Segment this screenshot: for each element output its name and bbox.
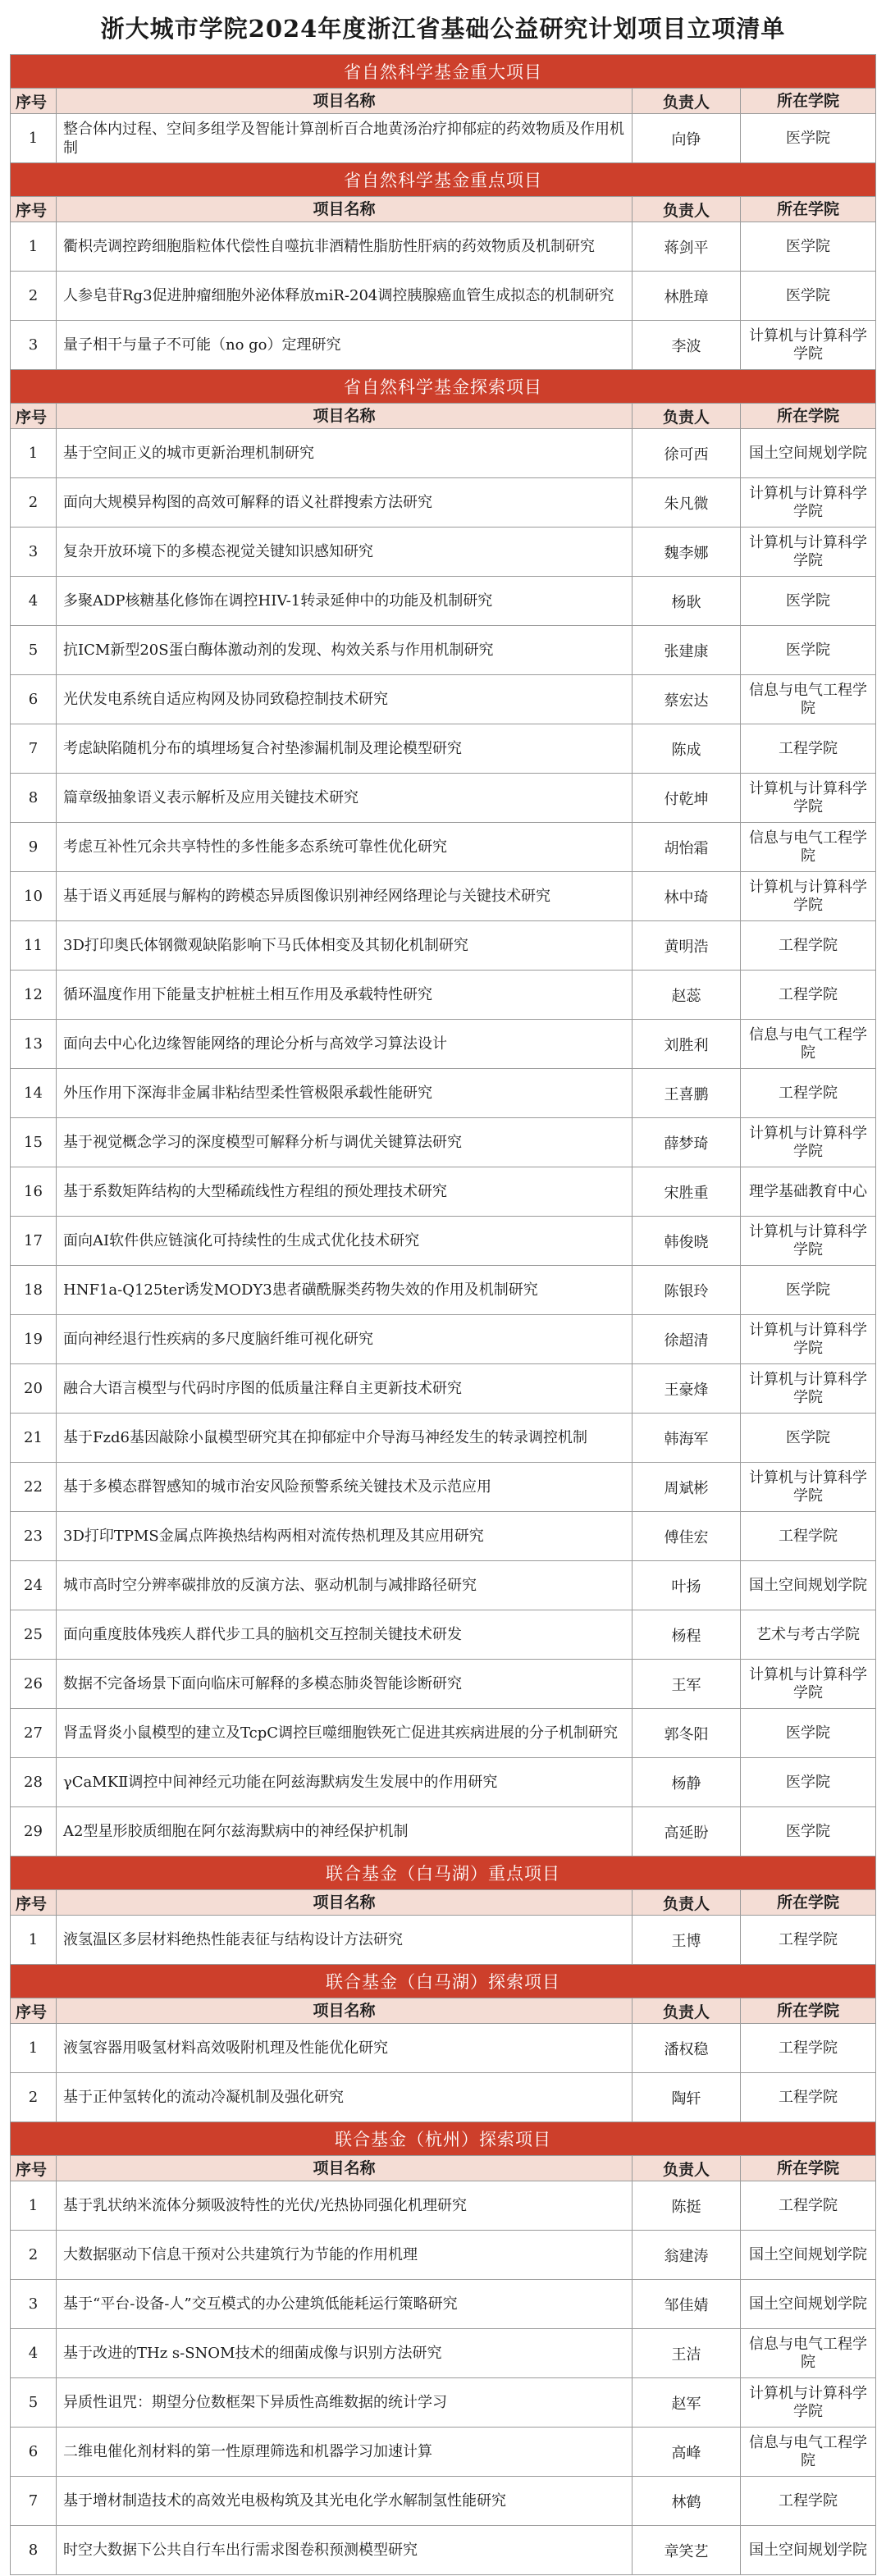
row-no: 5 bbox=[11, 626, 57, 674]
header-leader: 负责人 bbox=[633, 404, 741, 428]
project-college: 信息与电气工程学院 bbox=[749, 2335, 867, 2371]
project-college: 工程学院 bbox=[779, 985, 838, 1003]
project-name: 基于“平台-设备-人”交互模式的办公建筑低能耗运行策略研究 bbox=[57, 2280, 633, 2328]
table-row bbox=[11, 428, 875, 477]
project-name: 基于增材制造技术的高效光电极构筑及其光电化学水解制氢性能研究 bbox=[57, 2477, 633, 2525]
table-row bbox=[11, 1265, 875, 1314]
project-leader: 翁建涛 bbox=[633, 2231, 741, 2279]
row-no: 8 bbox=[11, 774, 57, 822]
table-row bbox=[11, 1068, 875, 1117]
project-name: 面向重度肢体残疾人群代步工具的脑机交互控制关键技术研发 bbox=[57, 1610, 633, 1659]
project-name: 外压作用下深海非金属非粘结型柔性管极限承载性能研究 bbox=[57, 1069, 633, 1117]
row-no: 18 bbox=[11, 1266, 57, 1314]
project-name: 抗ICM新型20S蛋白酶体激动剂的发现、构效关系与作用机制研究 bbox=[57, 626, 633, 674]
row-no: 17 bbox=[11, 1217, 57, 1265]
table-row bbox=[11, 1915, 875, 1964]
header-no: 序号 bbox=[11, 1890, 57, 1915]
table-row bbox=[11, 2279, 875, 2328]
project-leader: 傅佳宏 bbox=[633, 1512, 741, 1560]
header-leader: 负责人 bbox=[633, 197, 741, 222]
project-name: 二维电催化剂材料的第一性原理筛选和机器学习加速计算 bbox=[57, 2428, 633, 2476]
project-college: 计算机与计算科学学院 bbox=[749, 1468, 867, 1505]
project-leader: 宋胜重 bbox=[633, 1167, 741, 1216]
table-row bbox=[11, 1511, 875, 1560]
project-name: 考虑互补性冗余共享特性的多性能多态系统可靠性优化研究 bbox=[57, 823, 633, 871]
project-college: 理学基础教育中心 bbox=[749, 1182, 867, 1200]
row-no: 1 bbox=[11, 222, 57, 271]
row-no: 10 bbox=[11, 872, 57, 920]
project-leader: 李波 bbox=[633, 321, 741, 369]
table-row bbox=[11, 2072, 875, 2122]
row-no: 7 bbox=[11, 724, 57, 773]
project-college: 信息与电气工程学院 bbox=[749, 681, 867, 717]
project-leader: 向铮 bbox=[633, 114, 741, 162]
row-no: 15 bbox=[11, 1118, 57, 1167]
table-row bbox=[11, 222, 875, 271]
table-row bbox=[11, 527, 875, 576]
section-title: 联合基金（白马湖）重点项目 bbox=[11, 1856, 875, 1889]
project-leader: 陈成 bbox=[633, 724, 741, 773]
page-title: 浙大城市学院2024年度浙江省基础公益研究计划项目立项清单 bbox=[100, 14, 786, 43]
table-row bbox=[11, 920, 875, 970]
header-college: 所在学院 bbox=[776, 407, 839, 425]
row-no: 13 bbox=[11, 1020, 57, 1068]
table-header bbox=[11, 403, 875, 428]
project-name: HNF1a-Q125ter诱发MODY3患者磺酰脲类药物失效的作用及机制研究 bbox=[57, 1266, 633, 1314]
row-no: 1 bbox=[11, 429, 57, 477]
project-college: 计算机与计算科学学院 bbox=[749, 1665, 867, 1701]
project-leader: 薛梦琦 bbox=[633, 1118, 741, 1167]
row-no: 3 bbox=[11, 321, 57, 369]
table-row bbox=[11, 2023, 875, 2072]
project-college: 计算机与计算科学学院 bbox=[749, 327, 867, 363]
project-college: 医学院 bbox=[786, 286, 830, 304]
row-no: 23 bbox=[11, 1512, 57, 1560]
row-no: 7 bbox=[11, 2477, 57, 2525]
header-college: 所在学院 bbox=[776, 1893, 839, 1911]
header-name: 项目名称 bbox=[57, 1998, 633, 2023]
table-row bbox=[11, 773, 875, 822]
project-leader: 刘胜利 bbox=[633, 1020, 741, 1068]
project-name: 人参皂苷Rg3促进肿瘤细胞外泌体释放miR-204调控胰腺癌血管生成拟态的机制研究 bbox=[57, 272, 633, 320]
table-row bbox=[11, 477, 875, 527]
row-no: 9 bbox=[11, 823, 57, 871]
project-name: 基于系数矩阵结构的大型稀疏线性方程组的预处理技术研究 bbox=[57, 1167, 633, 1216]
project-college: 医学院 bbox=[786, 1822, 830, 1840]
project-leader: 周斌彬 bbox=[633, 1463, 741, 1511]
header-leader: 负责人 bbox=[633, 89, 741, 113]
table-row bbox=[11, 320, 875, 369]
project-name: 基于空间正义的城市更新治理机制研究 bbox=[57, 429, 633, 477]
table-row bbox=[11, 625, 875, 674]
project-college: 国土空间规划学院 bbox=[749, 444, 867, 462]
row-no: 4 bbox=[11, 577, 57, 625]
project-college: 医学院 bbox=[786, 1724, 830, 1742]
table-row bbox=[11, 2476, 875, 2525]
project-name: 循环温度作用下能量支护桩桩土相互作用及承载特性研究 bbox=[57, 971, 633, 1019]
table-row bbox=[11, 1806, 875, 1856]
project-leader: 邹佳婧 bbox=[633, 2280, 741, 2328]
row-no: 2 bbox=[11, 478, 57, 527]
header-leader: 负责人 bbox=[633, 2156, 741, 2181]
project-leader: 魏李娜 bbox=[633, 528, 741, 576]
project-college: 计算机与计算科学学院 bbox=[749, 779, 867, 815]
table-row bbox=[11, 113, 875, 162]
header-name: 项目名称 bbox=[57, 89, 633, 113]
project-name: 城市高时空分辨率碳排放的反演方法、驱动机制与减排路径研究 bbox=[57, 1561, 633, 1610]
row-no: 8 bbox=[11, 2526, 57, 2574]
row-no: 22 bbox=[11, 1463, 57, 1511]
table-row bbox=[11, 1659, 875, 1708]
row-no: 1 bbox=[11, 1916, 57, 1964]
project-name: 面向大规模异构图的高效可解释的语义社群搜索方法研究 bbox=[57, 478, 633, 527]
project-leader: 杨耿 bbox=[633, 577, 741, 625]
project-college: 医学院 bbox=[786, 1773, 830, 1791]
project-name: 大数据驱动下信息干预对公共建筑行为节能的作用机理 bbox=[57, 2231, 633, 2279]
project-leader: 王豪烽 bbox=[633, 1364, 741, 1413]
row-no: 29 bbox=[11, 1807, 57, 1856]
project-leader: 黄明浩 bbox=[633, 921, 741, 970]
table-header bbox=[11, 1998, 875, 2023]
project-leader: 林鹤 bbox=[633, 2477, 741, 2525]
row-no: 11 bbox=[11, 921, 57, 970]
project-leader: 付乾坤 bbox=[633, 774, 741, 822]
project-leader: 王军 bbox=[633, 1660, 741, 1708]
project-leader: 叶扬 bbox=[633, 1561, 741, 1610]
table-row bbox=[11, 1363, 875, 1413]
row-no: 4 bbox=[11, 2329, 57, 2377]
project-college: 医学院 bbox=[786, 591, 830, 610]
project-leader: 陈银玲 bbox=[633, 1266, 741, 1314]
table-header bbox=[11, 196, 875, 222]
table-row bbox=[11, 1610, 875, 1659]
project-leader: 林中琦 bbox=[633, 872, 741, 920]
project-name: 面向去中心化边缘智能网络的理论分析与高效学习算法设计 bbox=[57, 1020, 633, 1068]
project-college: 工程学院 bbox=[779, 1930, 838, 1948]
table-row bbox=[11, 2377, 875, 2427]
project-name: 基于改进的THz s-SNOM技术的细菌成像与识别方法研究 bbox=[57, 2329, 633, 2377]
header-college: 所在学院 bbox=[776, 200, 839, 218]
project-leader: 徐可西 bbox=[633, 429, 741, 477]
header-name: 项目名称 bbox=[57, 2156, 633, 2181]
header-name: 项目名称 bbox=[57, 404, 633, 428]
table-row bbox=[11, 1167, 875, 1216]
row-no: 28 bbox=[11, 1758, 57, 1806]
row-no: 2 bbox=[11, 272, 57, 320]
table-row bbox=[11, 2181, 875, 2230]
project-college: 工程学院 bbox=[779, 1084, 838, 1102]
project-college: 计算机与计算科学学院 bbox=[749, 1321, 867, 1357]
table-row bbox=[11, 2328, 875, 2377]
table-row bbox=[11, 2427, 875, 2476]
project-college: 计算机与计算科学学院 bbox=[749, 1124, 867, 1160]
header-college: 所在学院 bbox=[776, 2002, 839, 2020]
project-leader: 张建康 bbox=[633, 626, 741, 674]
project-college: 工程学院 bbox=[779, 1527, 838, 1545]
project-name: 基于语义再延展与解构的跨模态异质图像识别神经网络理论与关键技术研究 bbox=[57, 872, 633, 920]
project-leader: 韩俊晓 bbox=[633, 1217, 741, 1265]
table-row bbox=[11, 1117, 875, 1167]
section-title: 联合基金（杭州）探索项目 bbox=[11, 2122, 875, 2155]
project-college: 医学院 bbox=[786, 1428, 830, 1446]
project-leader: 蒋剑平 bbox=[633, 222, 741, 271]
project-name: 数据不完备场景下面向临床可解释的多模态肺炎智能诊断研究 bbox=[57, 1660, 633, 1708]
header-no: 序号 bbox=[11, 1998, 57, 2023]
project-name: A2型星形胶质细胞在阿尔兹海默病中的神经保护机制 bbox=[57, 1807, 633, 1856]
row-no: 25 bbox=[11, 1610, 57, 1659]
project-college: 国土空间规划学院 bbox=[749, 2245, 867, 2263]
project-college: 医学院 bbox=[786, 641, 830, 659]
table-row bbox=[11, 271, 875, 320]
project-college: 国土空间规划学院 bbox=[749, 2541, 867, 2559]
project-name: 3D打印奥氏体钢微观缺陷影响下马氏体相变及其韧化机制研究 bbox=[57, 921, 633, 970]
project-name: 液氢温区多层材料绝热性能表征与结构设计方法研究 bbox=[57, 1916, 633, 1964]
project-name: 光伏发电系统自适应构网及协同致稳控制技术研究 bbox=[57, 675, 633, 724]
project-leader: 韩海军 bbox=[633, 1414, 741, 1462]
project-college: 计算机与计算科学学院 bbox=[749, 533, 867, 569]
project-name: 液氢容器用吸氢材料高效吸附机理及性能优化研究 bbox=[57, 2024, 633, 2072]
row-no: 1 bbox=[11, 2024, 57, 2072]
section-title: 省自然科学基金重点项目 bbox=[11, 162, 875, 196]
table-row bbox=[11, 1314, 875, 1363]
project-college: 国土空间规划学院 bbox=[749, 1576, 867, 1594]
project-table bbox=[10, 54, 876, 2575]
header-no: 序号 bbox=[11, 2156, 57, 2181]
row-no: 3 bbox=[11, 528, 57, 576]
project-name: 融合大语言模型与代码时序图的低质量注释自主更新技术研究 bbox=[57, 1364, 633, 1413]
project-name: 衢枳壳调控跨细胞脂粒体代偿性自噬抗非酒精性脂肪性肝病的药效物质及机制研究 bbox=[57, 222, 633, 271]
project-leader: 潘权稳 bbox=[633, 2024, 741, 2072]
header-leader: 负责人 bbox=[633, 1998, 741, 2023]
project-leader: 蔡宏达 bbox=[633, 675, 741, 724]
table-row bbox=[11, 1757, 875, 1806]
row-no: 5 bbox=[11, 2378, 57, 2427]
project-name: 多聚ADP核糖基化修饰在调控HIV-1转录延伸中的功能及机制研究 bbox=[57, 577, 633, 625]
project-leader: 陈挺 bbox=[633, 2181, 741, 2230]
project-college: 工程学院 bbox=[779, 2196, 838, 2214]
project-college: 信息与电气工程学院 bbox=[749, 2433, 867, 2469]
project-name: 篇章级抽象语义表示解析及应用关键技术研究 bbox=[57, 774, 633, 822]
project-leader: 王喜鹏 bbox=[633, 1069, 741, 1117]
project-name: 面向AI软件供应链演化可持续性的生成式优化技术研究 bbox=[57, 1217, 633, 1265]
table-header bbox=[11, 2155, 875, 2181]
project-name: 基于乳状纳米流体分频吸波特性的光伏/光热协同强化机理研究 bbox=[57, 2181, 633, 2230]
project-leader: 赵蕊 bbox=[633, 971, 741, 1019]
row-no: 1 bbox=[11, 2181, 57, 2230]
header-leader: 负责人 bbox=[633, 1890, 741, 1915]
project-name: 基于正仲氢转化的流动冷凝机制及强化研究 bbox=[57, 2073, 633, 2122]
header-name: 项目名称 bbox=[57, 197, 633, 222]
table-row bbox=[11, 674, 875, 724]
project-college: 计算机与计算科学学院 bbox=[749, 484, 867, 520]
table-row bbox=[11, 2525, 875, 2575]
row-no: 14 bbox=[11, 1069, 57, 1117]
project-leader: 王博 bbox=[633, 1916, 741, 1964]
header-no: 序号 bbox=[11, 197, 57, 222]
row-no: 19 bbox=[11, 1315, 57, 1363]
project-name: 整合体内过程、空间多组学及智能计算剖析百合地黄汤治疗抑郁症的药效物质及作用机制 bbox=[57, 114, 633, 162]
table-row bbox=[11, 1413, 875, 1462]
project-leader: 章笑艺 bbox=[633, 2526, 741, 2574]
table-header bbox=[11, 1889, 875, 1915]
project-name: 时空大数据下公共自行车出行需求图卷积预测模型研究 bbox=[57, 2526, 633, 2574]
table-header bbox=[11, 88, 875, 113]
project-leader: 胡怡霜 bbox=[633, 823, 741, 871]
project-leader: 赵军 bbox=[633, 2378, 741, 2427]
header-college: 所在学院 bbox=[776, 92, 839, 110]
project-leader: 高延盼 bbox=[633, 1807, 741, 1856]
project-leader: 杨静 bbox=[633, 1758, 741, 1806]
project-college: 艺术与考古学院 bbox=[756, 1625, 860, 1643]
row-no: 16 bbox=[11, 1167, 57, 1216]
row-no: 3 bbox=[11, 2280, 57, 2328]
project-leader: 徐超清 bbox=[633, 1315, 741, 1363]
project-name: 基于多模态群智感知的城市治安风险预警系统关键技术及示范应用 bbox=[57, 1463, 633, 1511]
row-no: 20 bbox=[11, 1364, 57, 1413]
row-no: 6 bbox=[11, 2428, 57, 2476]
project-college: 工程学院 bbox=[779, 739, 838, 757]
table-row bbox=[11, 724, 875, 773]
table-row bbox=[11, 1462, 875, 1511]
header-no: 序号 bbox=[11, 404, 57, 428]
project-college: 国土空间规划学院 bbox=[749, 2295, 867, 2313]
row-no: 2 bbox=[11, 2231, 57, 2279]
project-name: 面向神经退行性疾病的多尺度脑纤维可视化研究 bbox=[57, 1315, 633, 1363]
header-no: 序号 bbox=[11, 89, 57, 113]
table-row bbox=[11, 970, 875, 1019]
project-leader: 郭冬阳 bbox=[633, 1709, 741, 1757]
table-row bbox=[11, 1708, 875, 1757]
row-no: 6 bbox=[11, 675, 57, 724]
row-no: 2 bbox=[11, 2073, 57, 2122]
row-no: 24 bbox=[11, 1561, 57, 1610]
project-leader: 高峰 bbox=[633, 2428, 741, 2476]
table-row bbox=[11, 822, 875, 871]
project-leader: 王洁 bbox=[633, 2329, 741, 2377]
section-title: 联合基金（白马湖）探索项目 bbox=[11, 1964, 875, 1998]
table-row bbox=[11, 1216, 875, 1265]
project-college: 信息与电气工程学院 bbox=[749, 829, 867, 865]
project-leader: 陶轩 bbox=[633, 2073, 741, 2122]
row-no: 1 bbox=[11, 114, 57, 162]
project-college: 计算机与计算科学学院 bbox=[749, 1222, 867, 1258]
project-name: 基于视觉概念学习的深度模型可解释分析与调优关键算法研究 bbox=[57, 1118, 633, 1167]
project-name: γCaMKⅡ调控中间神经元功能在阿兹海默病发生发展中的作用研究 bbox=[57, 1758, 633, 1806]
project-college: 医学院 bbox=[786, 1281, 830, 1299]
project-leader: 杨程 bbox=[633, 1610, 741, 1659]
project-college: 计算机与计算科学学院 bbox=[749, 878, 867, 914]
project-name: 考虑缺陷随机分布的填埋场复合衬垫渗漏机制及理论模型研究 bbox=[57, 724, 633, 773]
project-leader: 朱凡微 bbox=[633, 478, 741, 527]
table-row bbox=[11, 1019, 875, 1068]
table-row bbox=[11, 2230, 875, 2279]
project-name: 基于Fzd6基因敲除小鼠模型研究其在抑郁症中介导海马神经发生的转录调控机制 bbox=[57, 1414, 633, 1462]
project-name: 肾盂肾炎小鼠模型的建立及TcpC调控巨噬细胞铁死亡促进其疾病进展的分子机制研究 bbox=[57, 1709, 633, 1757]
table-row bbox=[11, 576, 875, 625]
project-name: 复杂开放环境下的多模态视觉关键知识感知研究 bbox=[57, 528, 633, 576]
table-row bbox=[11, 1560, 875, 1610]
project-name: 量子相干与量子不可能（no go）定理研究 bbox=[57, 321, 633, 369]
project-college: 工程学院 bbox=[779, 2039, 838, 2057]
project-college: 工程学院 bbox=[779, 2492, 838, 2510]
project-college: 医学院 bbox=[786, 129, 830, 147]
header-name: 项目名称 bbox=[57, 1890, 633, 1915]
project-college: 信息与电气工程学院 bbox=[749, 1025, 867, 1062]
section-title: 省自然科学基金重大项目 bbox=[11, 54, 875, 88]
project-college: 计算机与计算科学学院 bbox=[749, 1370, 867, 1406]
project-leader: 林胜璋 bbox=[633, 272, 741, 320]
project-college: 计算机与计算科学学院 bbox=[749, 2384, 867, 2420]
project-college: 医学院 bbox=[786, 237, 830, 255]
header-college: 所在学院 bbox=[776, 2159, 839, 2177]
project-college: 工程学院 bbox=[779, 2088, 838, 2106]
row-no: 26 bbox=[11, 1660, 57, 1708]
project-name: 3D打印TPMS金属点阵换热结构两相对流传热机理及其应用研究 bbox=[57, 1512, 633, 1560]
row-no: 12 bbox=[11, 971, 57, 1019]
section-title: 省自然科学基金探索项目 bbox=[11, 369, 875, 403]
table-row bbox=[11, 871, 875, 920]
row-no: 21 bbox=[11, 1414, 57, 1462]
project-college: 工程学院 bbox=[779, 936, 838, 954]
row-no: 27 bbox=[11, 1709, 57, 1757]
project-name: 异质性诅咒：期望分位数框架下异质性高维数据的统计学习 bbox=[57, 2378, 633, 2427]
